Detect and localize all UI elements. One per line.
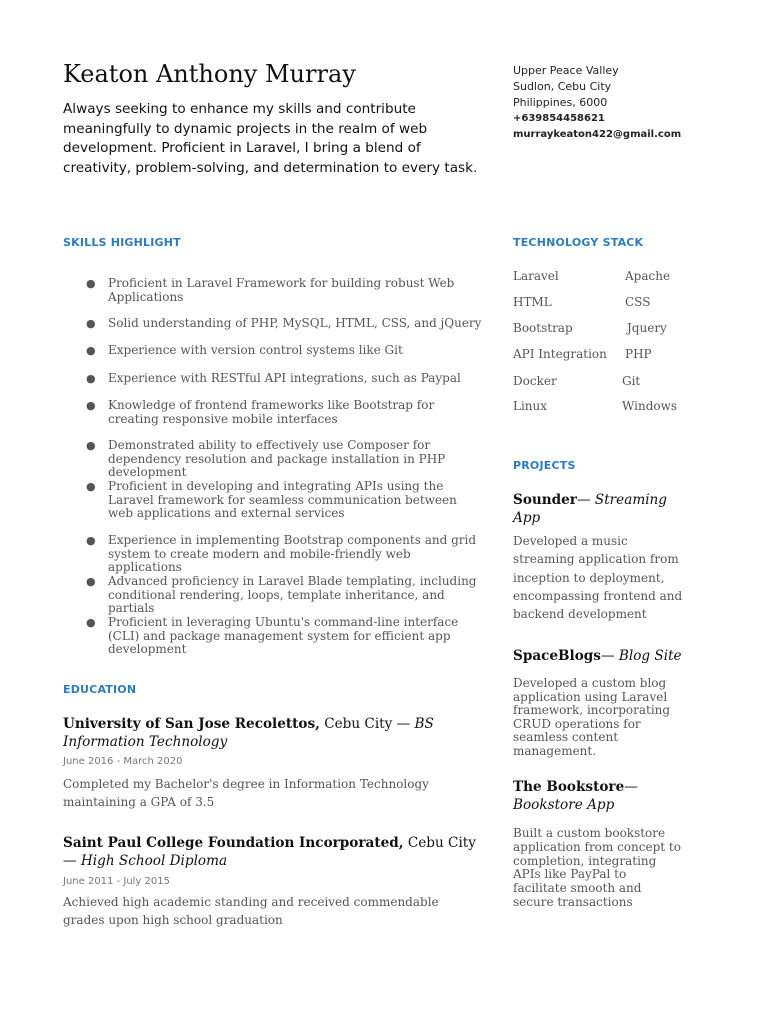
education-entry-title	[63, 715, 483, 751]
list-item: ● Proficient in leveraging Ubuntu's command-line interface (CLI) and package management system for efficient app development	[86, 615, 459, 657]
location: Cebu City —	[319, 716, 415, 732]
degree: BS Information Technology	[63, 716, 434, 750]
project-name: Sounder	[513, 492, 577, 508]
address-line-3: Philippines, 6000	[513, 96, 608, 109]
list-item: ● Experience with RESTful API integrations, such as Paypal	[86, 371, 461, 385]
tech-item: API Integration	[513, 347, 607, 361]
list-item: ● Solid understanding of PHP, MySQL, HTML, CSS, and jQuery	[86, 316, 482, 330]
list-item: ● Demonstrated ability to effectively use Composer for dependency resolution and package installation in PHP development	[86, 438, 446, 480]
tech-stack-heading: TECHNOLOGY STACK	[513, 236, 644, 249]
address-line-2: Sudlon, Cebu City	[513, 80, 612, 93]
project-title	[513, 492, 683, 527]
address-line-1: Upper Peace Valley	[513, 64, 619, 77]
project-name: The Bookstore	[513, 779, 625, 795]
resume-name: Keaton Anthony Murray	[63, 60, 356, 88]
education-description: Achieved high academic standing and received commendable grades upon high school graduation	[63, 895, 439, 927]
institution: University of San Jose Recolettos,	[63, 716, 320, 732]
list-item: ● Advanced proficiency in Laravel Blade templating, including conditional rendering, loops, template inheritance, and partials	[86, 574, 477, 616]
summary: Always seeking to enhance my skills and contribute meaningfully to dynamic projects in the realm of web development. Proficient in Laravel, I bring a blend of creativity, problem-solving, and determination to every task.	[63, 101, 478, 176]
project-separator: —	[600, 648, 619, 664]
tech-item: Git	[622, 374, 641, 388]
project-separator: —	[624, 779, 638, 795]
tech-item: Docker	[513, 374, 557, 388]
projects-heading: PROJECTS	[513, 459, 576, 472]
institution: Saint Paul College Foundation Incorporated,	[63, 835, 404, 851]
education-dates: June 2016 - March 2020	[63, 756, 183, 767]
project-description: Developed a music streaming application from inception to deployment, encompassing frontend and backend development	[513, 534, 683, 622]
skills-heading: SKILLS HIGHLIGHT	[63, 236, 181, 249]
education-entry-title	[63, 834, 483, 870]
project-description: Developed a custom blog application using Laravel framework, incorporating CRUD operations for seamless content management.	[513, 676, 671, 758]
phone: +639854458621	[513, 113, 605, 124]
list-item: ● Proficient in developing and integrating APIs using the Laravel framework for seamless communication between web applications and external services	[86, 479, 457, 521]
project-description: Built a custom bookstore application from concept to completion, integrating APIs like PayPal to facilitate smooth and secure transactions	[513, 826, 681, 909]
tech-item: Bootstrap	[513, 321, 573, 335]
tech-item: Apache	[625, 269, 671, 283]
list-item: ● Knowledge of frontend frameworks like Bootstrap for creating responsive mobile interfaces	[86, 398, 435, 426]
tech-item: Jquery	[627, 321, 667, 335]
project-name: SpaceBlogs	[513, 648, 601, 664]
tech-item: Laravel	[513, 269, 559, 283]
degree: High School Diploma	[80, 853, 228, 869]
project-type: Blog Site	[618, 648, 682, 664]
project-title	[513, 648, 713, 666]
education-dates: June 2011 - July 2015	[63, 876, 170, 887]
email: murraykeaton422@gmail.com	[513, 129, 682, 140]
tech-item: CSS	[625, 295, 651, 309]
tech-item: PHP	[625, 347, 652, 361]
tech-item: Linux	[513, 399, 548, 413]
list-item: ● Experience in implementing Bootstrap components and grid system to create modern and mobile-friendly web applications	[86, 533, 477, 575]
project-title	[513, 779, 643, 814]
project-separator: —	[576, 492, 595, 508]
project-type: Streaming App	[513, 492, 668, 526]
project-type: Bookstore App	[513, 796, 615, 813]
education-heading: EDUCATION	[63, 683, 137, 696]
education-description: Completed my Bachelor's degree in Information Technology maintaining a GPA of 3.5	[63, 777, 429, 809]
list-item: ● Proficient in Laravel Framework for building robust Web Applications	[86, 276, 455, 304]
location: Cebu City —	[63, 835, 476, 869]
list-item: ● Experience with version control systems like Git	[86, 343, 403, 357]
tech-item: Windows	[622, 399, 678, 413]
contact-block	[513, 63, 743, 143]
tech-item: HTML	[513, 295, 552, 309]
